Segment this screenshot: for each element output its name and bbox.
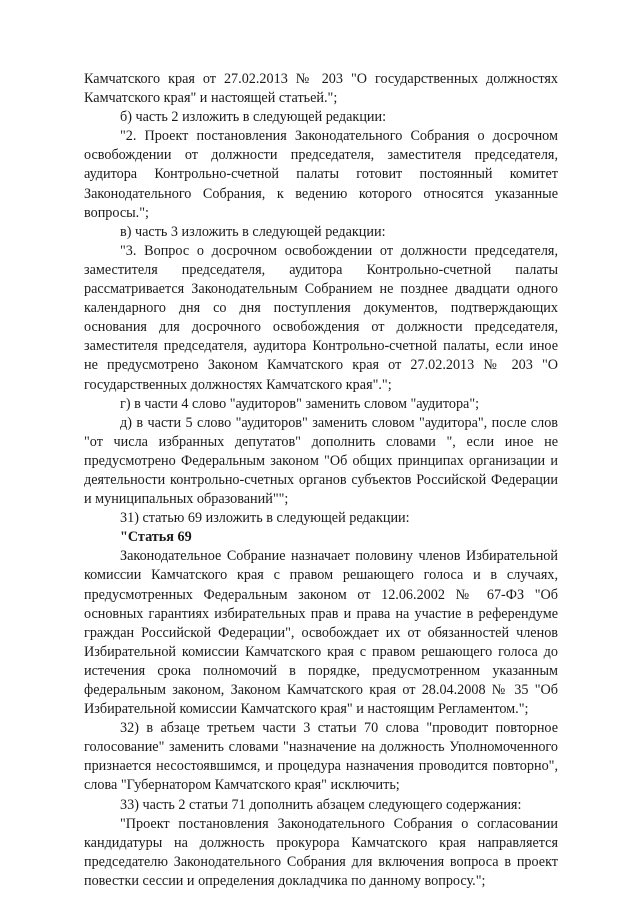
text-paragraph-part-3: "3. Вопрос о досрочном освобождении от должности председателя, заместителя председателя, аудитора Контрольно-счетной палаты рассматривается Законодательным Собранием не позднее двадцати одного календарного дня со дня поступления документов, подтверждающих основания для досрочного освобождения от должности председателя, заместителя председателя, аудитора Контрольно-счетной палаты, если иное не предусмотрено Законом Камчатского края от 27.02.2013 № 203 "О государственных должностях Камчатского края".";: [84, 242, 558, 393]
text-paragraph-item-32: 32) в абзаце третьем части 3 статьи 70 слова "проводит повторное голосование" заменить словами "назначение на должность Уполномоченного признается несостоявшимся, и процедура назначения проводится повторно", слова "Губернатором Камчатского края" исключить;: [84, 720, 558, 794]
text-paragraph-item-v: в) часть 3 изложить в следующей редакции:: [120, 223, 386, 240]
text-paragraph-item-33: 33) часть 2 статьи 71 дополнить абзацем следующего содержания:: [120, 796, 522, 813]
text-paragraph-new-clause: "Проект постановления Законодательного Собрания о согласовании кандидатуры на должность прокурора Камчатского края направляется председателю Законодательного Собрания для включения вопроса в проект повестки сессии и определения докладчика по данному вопросу.";: [84, 815, 558, 889]
article-heading: "Статья 69: [120, 529, 192, 546]
text-paragraph-part-2: "2. Проект постановления Законодательного Собрания о досрочном освобождении от должности председателя, заместителя председателя, аудитора Контрольно-счетной палаты готовит постоянный комитет Законодательного Собрания, к ведению которого относятся указанные вопросы.";: [84, 128, 558, 221]
text-paragraph-item-g: г) в части 4 слово "аудиторов" заменить словом "аудитора";: [120, 395, 480, 412]
text-paragraph-item-d: д) в части 5 слово "аудиторов" заменить словом "аудитора", после слов "от числа избранных депутатов" дополнить словами ", если иное не предусмотрено Федеральным законом "Об общих принципах организации и деятельности контрольно-счетных органов субъектов Российской Федерации и муниципальных образований"";: [84, 414, 558, 508]
text-paragraph-item-b: б) часть 2 изложить в следующей редакции:: [120, 109, 387, 126]
text-paragraph-article-69: Законодательное Собрание назначает половину членов Избирательной комиссии Камчатского края с правом решающего голоса и в случаях, предусмотренных Федеральным законом от 12.06.2002 № 67-ФЗ "Об основных гарантиях избирательных прав и права на участие в референдуме граждан Российской Федерации", освобождает их от обязанностей членов Избирательной комиссии Камчатского края с правом решающего голоса до истечения срока полномочий в порядке, предусмотренном указанным федеральным законом, Законом Камчатского края от 28.04.2008 № 35 "Об Избирательной комиссии Камчатского края" и настоящим Регламентом.";: [84, 548, 558, 718]
document-page: [84, 70, 558, 891]
text-paragraph-continuation: Камчатского края от 27.02.2013 № 203 "О государственных должностях Камчатского края" и настоящей статьей.";: [84, 71, 558, 107]
text-paragraph-item-31: 31) статью 69 изложить в следующей редакции:: [120, 510, 410, 527]
